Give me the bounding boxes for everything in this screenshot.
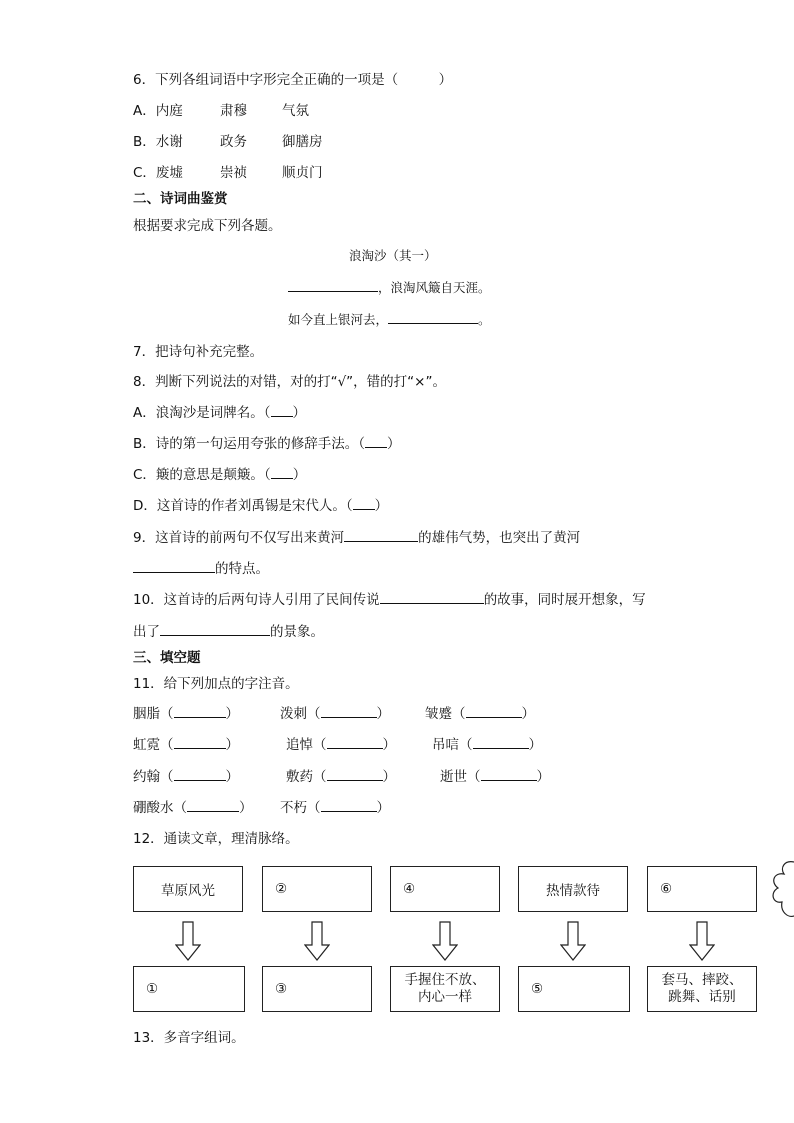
pinyin-item: 泼刺（ ） [280, 702, 390, 722]
cloud-icon [770, 858, 794, 920]
answer-blank[interactable] [353, 497, 375, 510]
poem-line-1 [288, 277, 491, 296]
q10-text: 的故事，同时展开想象，写 [483, 592, 646, 608]
option-label: A．内庭 [133, 103, 183, 119]
answer-blank[interactable] [160, 621, 270, 636]
q11-stem: 11．给下列加点的字注音。 [133, 676, 299, 692]
poem-line-2-end: 。 [478, 312, 491, 327]
option-label: B．水谢 [133, 134, 183, 150]
answer-blank[interactable] [321, 703, 377, 718]
q8-item-a: A．浪淘沙是词牌名。（ ） [133, 405, 306, 421]
answer-blank[interactable] [174, 703, 226, 718]
pinyin-word: 虹霓 [133, 737, 160, 753]
pinyin-item: 追悼（ ） [286, 733, 396, 753]
q9-text: 9．这首诗的前两句不仅写出来黄河 [133, 530, 345, 546]
answer-blank[interactable] [288, 277, 378, 292]
q6-option-a [133, 99, 309, 119]
option-word: 崇祯 [220, 165, 247, 181]
q8-item-text: B．诗的第一句运用夸张的修辞手法。 [133, 436, 359, 452]
poem-title: 浪淘沙（其一） [349, 248, 437, 263]
answer-blank[interactable] [174, 734, 226, 749]
flow-bottom-box-3 [390, 966, 500, 1012]
flow-top-box-4: 热情款待 [518, 866, 628, 912]
down-arrow-icon [689, 921, 715, 961]
section-2-title: 二、诗词曲鉴赏 [133, 191, 228, 207]
answer-blank[interactable] [133, 558, 215, 573]
q8-item-d: D．这首诗的作者刘禹锡是宋代人。（ ） [133, 498, 389, 514]
q8-item-text: A．浪淘沙是词牌名。 [133, 405, 264, 421]
pinyin-word: 硼酸水 [133, 800, 174, 816]
flow-box-line: 手握住不放、 [404, 972, 486, 988]
flow-bottom-box-5 [647, 966, 757, 1012]
q6-option-b [133, 130, 323, 150]
answer-blank[interactable] [187, 797, 239, 812]
answer-blank[interactable] [321, 797, 377, 812]
flow-top-box-5[interactable]: ⑥ [647, 866, 757, 912]
pinyin-item: 硼酸水（ ） [133, 796, 253, 816]
pinyin-word: 敷药 [286, 769, 313, 785]
flow-top-box-3[interactable]: ④ [390, 866, 500, 912]
q6-stem: 6．下列各组词语中字形完全正确的一项是（ ） [133, 72, 453, 88]
flow-bottom-box-4[interactable]: ⑤ [518, 966, 630, 1012]
pinyin-item: 胭脂（ ） [133, 702, 239, 722]
pinyin-word: 约翰 [133, 769, 160, 785]
answer-blank[interactable] [388, 309, 478, 324]
q12-stem: 12．通读文章，理清脉络。 [133, 831, 299, 847]
pinyin-word: 胭脂 [133, 706, 160, 722]
answer-blank[interactable] [466, 703, 522, 718]
q7-stem: 7．把诗句补充完整。 [133, 344, 264, 360]
section-2-instruction: 根据要求完成下列各题。 [133, 218, 282, 234]
answer-blank[interactable] [327, 734, 383, 749]
q10-text: 10．这首诗的后两句诗人引用了民间传说 [133, 592, 380, 608]
pinyin-item: 敷药（ ） [286, 765, 396, 785]
answer-blank[interactable] [473, 734, 529, 749]
q8-item-c: C．簸的意思是颠簸。（ ） [133, 467, 307, 483]
pinyin-word: 吊唁 [432, 737, 459, 753]
pinyin-word: 泼刺 [280, 706, 307, 722]
pinyin-item: 不朽（ ） [280, 796, 390, 816]
q6-option-c [133, 161, 323, 181]
poem-line-2-text: 如今直上银河去， [288, 312, 389, 327]
q10-line-2 [133, 620, 324, 640]
option-word: 顺贞门 [282, 165, 323, 181]
flow-box-text [662, 972, 743, 1006]
answer-blank[interactable] [271, 404, 293, 417]
down-arrow-icon [304, 921, 330, 961]
option-word: 御膳房 [282, 134, 323, 150]
answer-blank[interactable] [327, 766, 383, 781]
q8-item-b: B．诗的第一句运用夸张的修辞手法。（ ） [133, 436, 401, 452]
q9-text: 的雄伟气势，也突出了黄河 [418, 530, 581, 546]
q10-line-1 [133, 588, 646, 608]
option-word: 气氛 [282, 103, 309, 119]
flow-box-text [405, 972, 486, 1006]
down-arrow-icon [175, 921, 201, 961]
pinyin-word: 逝世 [440, 769, 467, 785]
flow-bottom-box-1[interactable]: ① [133, 966, 245, 1012]
section-3-title: 三、填空题 [133, 650, 201, 666]
pinyin-word: 皱蹙 [425, 706, 452, 722]
flow-bottom-box-2[interactable]: ③ [262, 966, 372, 1012]
pinyin-item: 吊唁（ ） [432, 733, 542, 753]
answer-blank[interactable] [344, 527, 418, 542]
flow-top-box-1: 草原风光 [133, 866, 243, 912]
pinyin-item: 逝世（ ） [440, 765, 550, 785]
flow-box-line: 套马、摔跤、 [661, 972, 743, 988]
pinyin-item: 虹霓（ ） [133, 733, 239, 753]
q10-text: 出了 [133, 624, 160, 640]
q13-stem: 13．多音字组词。 [133, 1030, 245, 1046]
answer-blank[interactable] [271, 466, 293, 479]
poem-line-2 [288, 309, 491, 328]
pinyin-word: 追悼 [286, 737, 313, 753]
q9-line-1 [133, 526, 580, 546]
pinyin-word: 不朽 [280, 800, 307, 816]
down-arrow-icon [560, 921, 586, 961]
flow-box-line: 内心一样 [418, 989, 472, 1005]
q8-item-text: C．簸的意思是颠簸。 [133, 467, 264, 483]
option-word: 政务 [220, 134, 247, 150]
q9-line-2 [133, 557, 269, 577]
answer-blank[interactable] [481, 766, 537, 781]
flow-top-box-2[interactable]: ② [262, 866, 372, 912]
option-label: C．废墟 [133, 165, 183, 181]
answer-blank[interactable] [365, 435, 387, 448]
q8-stem: 8．判断下列说法的对错，对的打“√”，错的打“×”。 [133, 374, 446, 390]
pinyin-item: 约翰（ ） [133, 765, 239, 785]
poem-line-1-text: ，浪淘风簸自天涯。 [378, 280, 491, 295]
flow-box-line: 跳舞、话别 [668, 989, 736, 1005]
answer-blank[interactable] [380, 589, 484, 604]
q10-text: 的景象。 [270, 624, 324, 640]
pinyin-item: 皱蹙（ ） [425, 702, 535, 722]
answer-blank[interactable] [174, 766, 226, 781]
option-word: 肃穆 [220, 103, 247, 119]
q8-item-text: D．这首诗的作者刘禹锡是宋代人。 [133, 498, 346, 514]
down-arrow-icon [432, 921, 458, 961]
q9-text: 的特点。 [215, 561, 269, 577]
